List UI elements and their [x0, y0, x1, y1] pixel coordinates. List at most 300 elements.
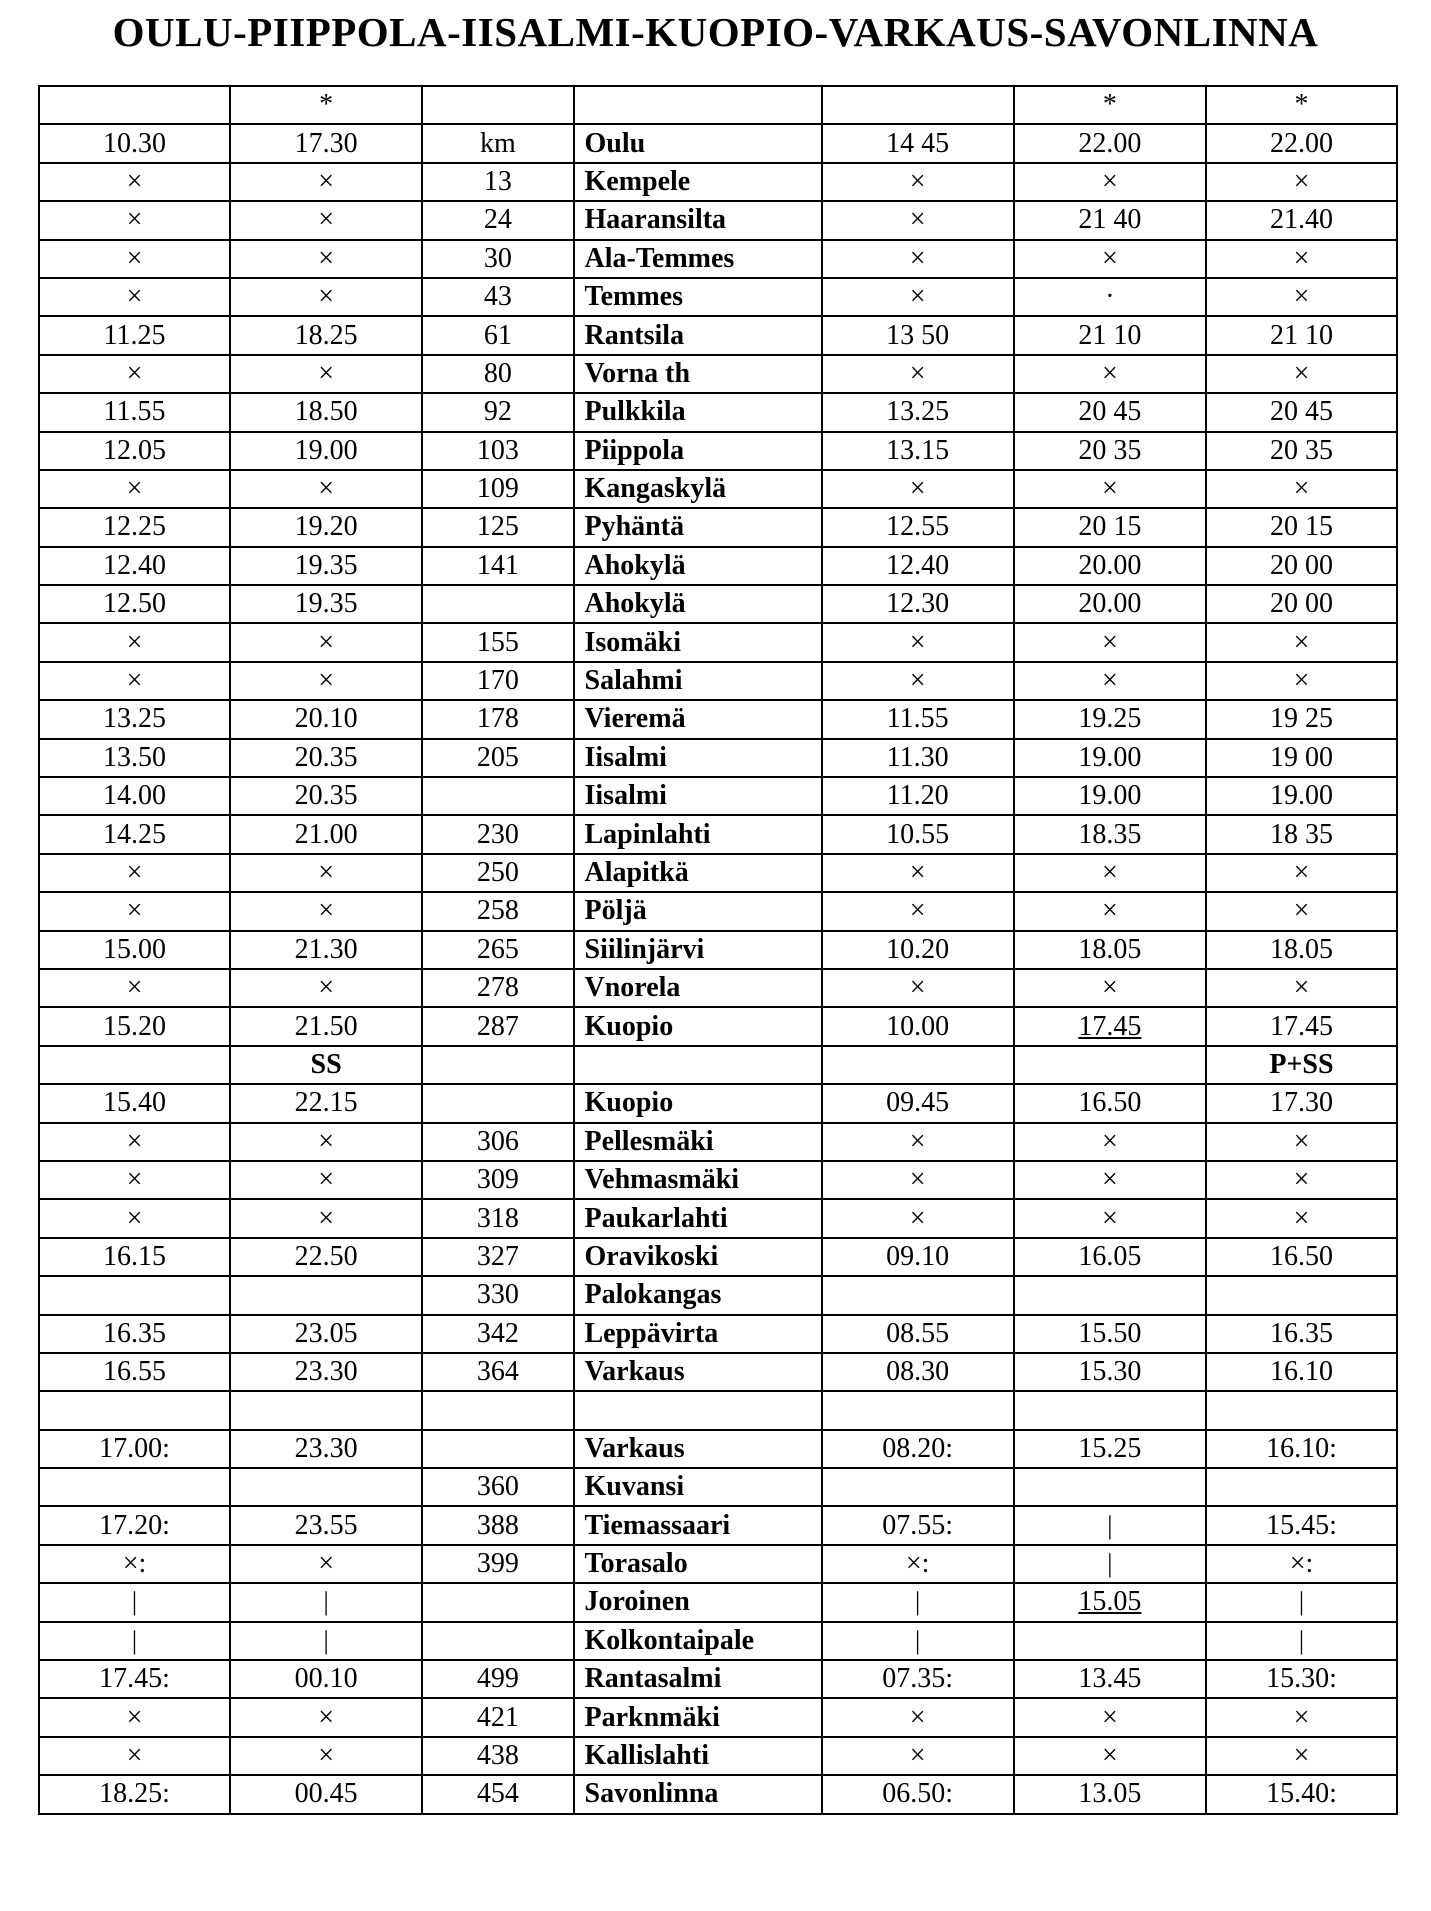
- northbound-a-cell: 07.55:: [822, 1506, 1014, 1544]
- southbound-a-cell: [39, 1276, 230, 1314]
- northbound-a-cell: 10.55: [822, 815, 1014, 853]
- station-cell: Kuvansi: [574, 1468, 822, 1506]
- southbound-a-cell: [39, 1046, 230, 1084]
- southbound-a-cell: [39, 1468, 230, 1506]
- southbound-a-cell: 16.15: [39, 1238, 230, 1276]
- southbound-a-cell: 10.30: [39, 124, 230, 162]
- northbound-a-cell: 09.45: [822, 1084, 1014, 1122]
- station-cell: Siilinjärvi: [574, 931, 822, 969]
- northbound-b-cell: 15.05: [1014, 1583, 1206, 1621]
- km-cell: 92: [422, 393, 573, 431]
- table-row: [39, 201, 1397, 239]
- station-cell: Palokangas: [574, 1276, 822, 1314]
- northbound-b-cell: *: [1014, 86, 1206, 124]
- table-row: [39, 547, 1397, 585]
- southbound-b-cell: [230, 1276, 422, 1314]
- northbound-c-cell: 18 35: [1206, 815, 1397, 853]
- northbound-c-cell: |: [1206, 1622, 1397, 1660]
- northbound-c-cell: 20 35: [1206, 432, 1397, 470]
- station-cell: Iisalmi: [574, 777, 822, 815]
- km-cell: [422, 1046, 573, 1084]
- table-row: [39, 316, 1397, 354]
- km-cell: 499: [422, 1660, 573, 1698]
- northbound-a-cell: ×: [822, 201, 1014, 239]
- station-cell: Joroinen: [574, 1583, 822, 1621]
- km-cell: 250: [422, 854, 573, 892]
- northbound-a-cell: 11.20: [822, 777, 1014, 815]
- northbound-c-cell: ×: [1206, 1123, 1397, 1161]
- northbound-a-cell: 13 50: [822, 316, 1014, 354]
- northbound-b-cell: 20.00: [1014, 585, 1206, 623]
- northbound-a-cell: 12.30: [822, 585, 1014, 623]
- northbound-a-cell: ×: [822, 163, 1014, 201]
- southbound-a-cell: ×: [39, 892, 230, 930]
- southbound-b-cell: 00.10: [230, 1660, 422, 1698]
- page-title: OULU-PIIPPOLA-IISALMI-KUOPIO-VARKAUS-SAVONLINNA: [112, 9, 1319, 55]
- northbound-b-cell: [1014, 1622, 1206, 1660]
- table-row: [39, 470, 1397, 508]
- km-cell: 24: [422, 201, 573, 239]
- station-cell: Savonlinna: [574, 1775, 822, 1813]
- table-row: [39, 1775, 1397, 1813]
- southbound-a-cell: |: [39, 1622, 230, 1660]
- table-row: [39, 1315, 1397, 1353]
- northbound-c-cell: 20 00: [1206, 547, 1397, 585]
- southbound-a-cell: 15.00: [39, 931, 230, 969]
- southbound-a-cell: ×:: [39, 1545, 230, 1583]
- km-cell: 327: [422, 1238, 573, 1276]
- km-cell: 318: [422, 1199, 573, 1237]
- station-cell: Oravikoski: [574, 1238, 822, 1276]
- northbound-c-cell: 19 00: [1206, 739, 1397, 777]
- northbound-b-cell: |: [1014, 1545, 1206, 1583]
- southbound-a-cell: ×: [39, 1698, 230, 1736]
- northbound-b-cell: ×: [1014, 1161, 1206, 1199]
- northbound-a-cell: 13.15: [822, 432, 1014, 470]
- km-cell: 43: [422, 278, 573, 316]
- southbound-b-cell: [230, 1391, 422, 1429]
- southbound-a-cell: ×: [39, 355, 230, 393]
- southbound-a-cell: ×: [39, 1161, 230, 1199]
- northbound-a-cell: 11.30: [822, 739, 1014, 777]
- northbound-a-cell: [822, 1046, 1014, 1084]
- northbound-c-cell: 17.45: [1206, 1007, 1397, 1045]
- northbound-b-cell: ×: [1014, 1123, 1206, 1161]
- northbound-b-cell: 13.05: [1014, 1775, 1206, 1813]
- northbound-a-cell: 14 45: [822, 124, 1014, 162]
- northbound-c-cell: 16.10:: [1206, 1430, 1397, 1468]
- table-row: [39, 585, 1397, 623]
- southbound-a-cell: ×: [39, 470, 230, 508]
- northbound-c-cell: 15.40:: [1206, 1775, 1397, 1813]
- northbound-a-cell: 11.55: [822, 700, 1014, 738]
- southbound-b-cell: 22.50: [230, 1238, 422, 1276]
- southbound-b-cell: 20.35: [230, 739, 422, 777]
- northbound-b-cell: 20 15: [1014, 508, 1206, 546]
- northbound-b-cell: 16.05: [1014, 1238, 1206, 1276]
- table-row: [39, 662, 1397, 700]
- km-cell: 61: [422, 316, 573, 354]
- northbound-c-cell: *: [1206, 86, 1397, 124]
- southbound-a-cell: 12.50: [39, 585, 230, 623]
- southbound-b-cell: 23.55: [230, 1506, 422, 1544]
- southbound-b-cell: 20.35: [230, 777, 422, 815]
- southbound-b-cell: 22.15: [230, 1084, 422, 1122]
- southbound-b-cell: 00.45: [230, 1775, 422, 1813]
- northbound-c-cell: 16.10: [1206, 1353, 1397, 1391]
- table-row: [39, 1698, 1397, 1736]
- km-cell: [422, 1430, 573, 1468]
- northbound-c-cell: 19.00: [1206, 777, 1397, 815]
- northbound-c-cell: 20 00: [1206, 585, 1397, 623]
- km-cell: 388: [422, 1506, 573, 1544]
- northbound-c-cell: ×: [1206, 623, 1397, 661]
- northbound-a-cell: ×: [822, 662, 1014, 700]
- km-cell: 125: [422, 508, 573, 546]
- southbound-a-cell: 14.25: [39, 815, 230, 853]
- station-cell: Torasalo: [574, 1545, 822, 1583]
- southbound-a-cell: ×: [39, 854, 230, 892]
- southbound-b-cell: |: [230, 1583, 422, 1621]
- northbound-b-cell: ×: [1014, 662, 1206, 700]
- southbound-b-cell: SS: [230, 1046, 422, 1084]
- northbound-a-cell: 10.20: [822, 931, 1014, 969]
- northbound-b-cell: 15.25: [1014, 1430, 1206, 1468]
- southbound-a-cell: 11.55: [39, 393, 230, 431]
- southbound-b-cell: ×: [230, 662, 422, 700]
- table-row: [39, 1238, 1397, 1276]
- northbound-b-cell: ×: [1014, 355, 1206, 393]
- km-cell: 330: [422, 1276, 573, 1314]
- km-cell: km: [422, 124, 573, 162]
- km-cell: 265: [422, 931, 573, 969]
- northbound-a-cell: ×: [822, 470, 1014, 508]
- table-row: [39, 854, 1397, 892]
- km-cell: 13: [422, 163, 573, 201]
- km-cell: [422, 86, 573, 124]
- northbound-b-cell: ×: [1014, 1737, 1206, 1775]
- southbound-b-cell: 19.35: [230, 547, 422, 585]
- northbound-a-cell: ×:: [822, 1545, 1014, 1583]
- southbound-a-cell: 15.20: [39, 1007, 230, 1045]
- station-cell: Ala-Temmes: [574, 240, 822, 278]
- station-cell: Kuopio: [574, 1084, 822, 1122]
- southbound-b-cell: ×: [230, 240, 422, 278]
- table-row: [39, 1161, 1397, 1199]
- table-row: [39, 1660, 1397, 1698]
- southbound-a-cell: 12.40: [39, 547, 230, 585]
- northbound-c-cell: 15.45:: [1206, 1506, 1397, 1544]
- northbound-b-cell: 22.00: [1014, 124, 1206, 162]
- station-cell: Pöljä: [574, 892, 822, 930]
- northbound-b-cell: ×: [1014, 969, 1206, 1007]
- southbound-b-cell: 21.00: [230, 815, 422, 853]
- southbound-b-cell: ×: [230, 1698, 422, 1736]
- table-row: [39, 1583, 1397, 1621]
- km-cell: 364: [422, 1353, 573, 1391]
- northbound-a-cell: |: [822, 1622, 1014, 1660]
- station-cell: Vieremä: [574, 700, 822, 738]
- southbound-a-cell: 17.20:: [39, 1506, 230, 1544]
- km-cell: 141: [422, 547, 573, 585]
- southbound-a-cell: 14.00: [39, 777, 230, 815]
- southbound-a-cell: 12.05: [39, 432, 230, 470]
- northbound-a-cell: ×: [822, 1123, 1014, 1161]
- table-row: [39, 1430, 1397, 1468]
- northbound-a-cell: [822, 86, 1014, 124]
- southbound-b-cell: ×: [230, 892, 422, 930]
- southbound-a-cell: 16.55: [39, 1353, 230, 1391]
- northbound-c-cell: ×: [1206, 892, 1397, 930]
- southbound-a-cell: ×: [39, 201, 230, 239]
- table-row: [39, 1199, 1397, 1237]
- station-cell: Alapitkä: [574, 854, 822, 892]
- station-cell: Lapinlahti: [574, 815, 822, 853]
- northbound-c-cell: 15.30:: [1206, 1660, 1397, 1698]
- southbound-b-cell: 17.30: [230, 124, 422, 162]
- km-cell: 205: [422, 739, 573, 777]
- km-cell: 306: [422, 1123, 573, 1161]
- table-row: [39, 1468, 1397, 1506]
- northbound-a-cell: |: [822, 1583, 1014, 1621]
- southbound-a-cell: ×: [39, 1737, 230, 1775]
- northbound-b-cell: ×: [1014, 854, 1206, 892]
- southbound-a-cell: ×: [39, 240, 230, 278]
- station-cell: Pulkkila: [574, 393, 822, 431]
- southbound-b-cell: ×: [230, 1737, 422, 1775]
- station-cell: Vnorela: [574, 969, 822, 1007]
- northbound-a-cell: ×: [822, 1199, 1014, 1237]
- southbound-b-cell: 23.30: [230, 1430, 422, 1468]
- station-cell: Pyhäntä: [574, 508, 822, 546]
- km-cell: 438: [422, 1737, 573, 1775]
- northbound-b-cell: 18.35: [1014, 815, 1206, 853]
- table-row: [39, 1353, 1397, 1391]
- northbound-c-cell: [1206, 1276, 1397, 1314]
- station-cell: Kangaskylä: [574, 470, 822, 508]
- table-row: [39, 1007, 1397, 1045]
- southbound-b-cell: 21.50: [230, 1007, 422, 1045]
- northbound-a-cell: ×: [822, 1698, 1014, 1736]
- table-row: [39, 508, 1397, 546]
- southbound-a-cell: 13.50: [39, 739, 230, 777]
- northbound-b-cell: 21 10: [1014, 316, 1206, 354]
- northbound-a-cell: [822, 1391, 1014, 1429]
- northbound-c-cell: ×: [1206, 163, 1397, 201]
- northbound-a-cell: 08.55: [822, 1315, 1014, 1353]
- km-cell: [422, 585, 573, 623]
- northbound-b-cell: [1014, 1046, 1206, 1084]
- km-cell: [422, 1622, 573, 1660]
- km-cell: 454: [422, 1775, 573, 1813]
- station-cell: [574, 86, 822, 124]
- km-cell: 80: [422, 355, 573, 393]
- southbound-a-cell: ×: [39, 969, 230, 1007]
- southbound-a-cell: [39, 86, 230, 124]
- table-row: [39, 1046, 1397, 1084]
- northbound-a-cell: 12.40: [822, 547, 1014, 585]
- table-row: [39, 1123, 1397, 1161]
- station-cell: Parknmäki: [574, 1698, 822, 1736]
- northbound-c-cell: 16.35: [1206, 1315, 1397, 1353]
- km-cell: 309: [422, 1161, 573, 1199]
- station-cell: Temmes: [574, 278, 822, 316]
- southbound-a-cell: ×: [39, 623, 230, 661]
- table-row: [39, 931, 1397, 969]
- table-row: [39, 1276, 1397, 1314]
- station-cell: Leppävirta: [574, 1315, 822, 1353]
- northbound-b-cell: ×: [1014, 1698, 1206, 1736]
- southbound-b-cell: 20.10: [230, 700, 422, 738]
- southbound-a-cell: 17.00:: [39, 1430, 230, 1468]
- km-cell: 258: [422, 892, 573, 930]
- station-cell: Salahmi: [574, 662, 822, 700]
- station-cell: [574, 1391, 822, 1429]
- southbound-b-cell: [230, 1468, 422, 1506]
- station-cell: Ahokylä: [574, 547, 822, 585]
- timetable: [38, 85, 1398, 1815]
- northbound-a-cell: ×: [822, 240, 1014, 278]
- northbound-c-cell: ×: [1206, 662, 1397, 700]
- northbound-b-cell: 21 40: [1014, 201, 1206, 239]
- table-row: [39, 1737, 1397, 1775]
- northbound-a-cell: [822, 1276, 1014, 1314]
- southbound-b-cell: ×: [230, 1199, 422, 1237]
- northbound-a-cell: ×: [822, 969, 1014, 1007]
- northbound-b-cell: ·: [1014, 278, 1206, 316]
- southbound-b-cell: ×: [230, 201, 422, 239]
- km-cell: 170: [422, 662, 573, 700]
- southbound-b-cell: *: [230, 86, 422, 124]
- northbound-b-cell: ×: [1014, 623, 1206, 661]
- northbound-b-cell: 15.30: [1014, 1353, 1206, 1391]
- km-cell: 103: [422, 432, 573, 470]
- station-cell: Kuopio: [574, 1007, 822, 1045]
- northbound-b-cell: ×: [1014, 163, 1206, 201]
- km-cell: [422, 1084, 573, 1122]
- km-cell: [422, 777, 573, 815]
- station-cell: [574, 1046, 822, 1084]
- southbound-a-cell: ×: [39, 662, 230, 700]
- northbound-b-cell: 20 35: [1014, 432, 1206, 470]
- northbound-a-cell: 13.25: [822, 393, 1014, 431]
- northbound-c-cell: P+SS: [1206, 1046, 1397, 1084]
- northbound-a-cell: ×: [822, 278, 1014, 316]
- northbound-c-cell: |: [1206, 1583, 1397, 1621]
- table-row: [39, 777, 1397, 815]
- northbound-a-cell: 08.20:: [822, 1430, 1014, 1468]
- station-cell: Tiemassaari: [574, 1506, 822, 1544]
- northbound-b-cell: ×: [1014, 470, 1206, 508]
- station-cell: Vorna th: [574, 355, 822, 393]
- southbound-b-cell: ×: [230, 1123, 422, 1161]
- northbound-b-cell: ×: [1014, 240, 1206, 278]
- northbound-c-cell: ×: [1206, 1199, 1397, 1237]
- southbound-a-cell: ×: [39, 1123, 230, 1161]
- table-row: [39, 86, 1397, 124]
- northbound-a-cell: ×: [822, 892, 1014, 930]
- northbound-c-cell: ×: [1206, 355, 1397, 393]
- northbound-b-cell: 19.25: [1014, 700, 1206, 738]
- northbound-b-cell: |: [1014, 1506, 1206, 1544]
- northbound-a-cell: ×: [822, 1161, 1014, 1199]
- station-cell: Isomäki: [574, 623, 822, 661]
- northbound-b-cell: 19.00: [1014, 777, 1206, 815]
- southbound-a-cell: |: [39, 1583, 230, 1621]
- northbound-c-cell: 21 10: [1206, 316, 1397, 354]
- southbound-a-cell: 12.25: [39, 508, 230, 546]
- southbound-b-cell: ×: [230, 969, 422, 1007]
- southbound-b-cell: ×: [230, 854, 422, 892]
- northbound-c-cell: ×: [1206, 1698, 1397, 1736]
- northbound-a-cell: 12.55: [822, 508, 1014, 546]
- table-row: [39, 1622, 1397, 1660]
- northbound-c-cell: ×: [1206, 969, 1397, 1007]
- northbound-c-cell: ×: [1206, 278, 1397, 316]
- table-row: [39, 432, 1397, 470]
- northbound-b-cell: [1014, 1391, 1206, 1429]
- northbound-c-cell: 20 15: [1206, 508, 1397, 546]
- southbound-a-cell: ×: [39, 163, 230, 201]
- southbound-b-cell: ×: [230, 470, 422, 508]
- southbound-b-cell: 23.05: [230, 1315, 422, 1353]
- km-cell: 342: [422, 1315, 573, 1353]
- northbound-a-cell: 09.10: [822, 1238, 1014, 1276]
- station-cell: Varkaus: [574, 1430, 822, 1468]
- table-row: [39, 739, 1397, 777]
- km-cell: 178: [422, 700, 573, 738]
- km-cell: 287: [422, 1007, 573, 1045]
- station-cell: Kallislahti: [574, 1737, 822, 1775]
- southbound-b-cell: ×: [230, 623, 422, 661]
- southbound-b-cell: ×: [230, 1161, 422, 1199]
- northbound-b-cell: ×: [1014, 892, 1206, 930]
- northbound-c-cell: 22.00: [1206, 124, 1397, 162]
- table-row: [39, 1391, 1397, 1429]
- station-cell: Vehmasmäki: [574, 1161, 822, 1199]
- northbound-a-cell: 10.00: [822, 1007, 1014, 1045]
- table-row: [39, 355, 1397, 393]
- km-cell: 155: [422, 623, 573, 661]
- southbound-b-cell: 23.30: [230, 1353, 422, 1391]
- southbound-b-cell: 18.25: [230, 316, 422, 354]
- northbound-c-cell: ×: [1206, 1161, 1397, 1199]
- northbound-b-cell: ×: [1014, 1199, 1206, 1237]
- northbound-c-cell: ×: [1206, 240, 1397, 278]
- northbound-b-cell: 20 45: [1014, 393, 1206, 431]
- northbound-a-cell: ×: [822, 355, 1014, 393]
- northbound-c-cell: 16.50: [1206, 1238, 1397, 1276]
- southbound-b-cell: ×: [230, 355, 422, 393]
- northbound-a-cell: ×: [822, 623, 1014, 661]
- northbound-c-cell: 21.40: [1206, 201, 1397, 239]
- northbound-b-cell: 18.05: [1014, 931, 1206, 969]
- southbound-b-cell: ×: [230, 278, 422, 316]
- northbound-b-cell: 19.00: [1014, 739, 1206, 777]
- northbound-a-cell: 08.30: [822, 1353, 1014, 1391]
- km-cell: 360: [422, 1468, 573, 1506]
- table-row: [39, 815, 1397, 853]
- northbound-b-cell: [1014, 1276, 1206, 1314]
- station-cell: Kempele: [574, 163, 822, 201]
- station-cell: Rantsila: [574, 316, 822, 354]
- northbound-c-cell: [1206, 1391, 1397, 1429]
- southbound-b-cell: 19.00: [230, 432, 422, 470]
- northbound-b-cell: 13.45: [1014, 1660, 1206, 1698]
- northbound-b-cell: 20.00: [1014, 547, 1206, 585]
- southbound-a-cell: ×: [39, 1199, 230, 1237]
- southbound-a-cell: ×: [39, 278, 230, 316]
